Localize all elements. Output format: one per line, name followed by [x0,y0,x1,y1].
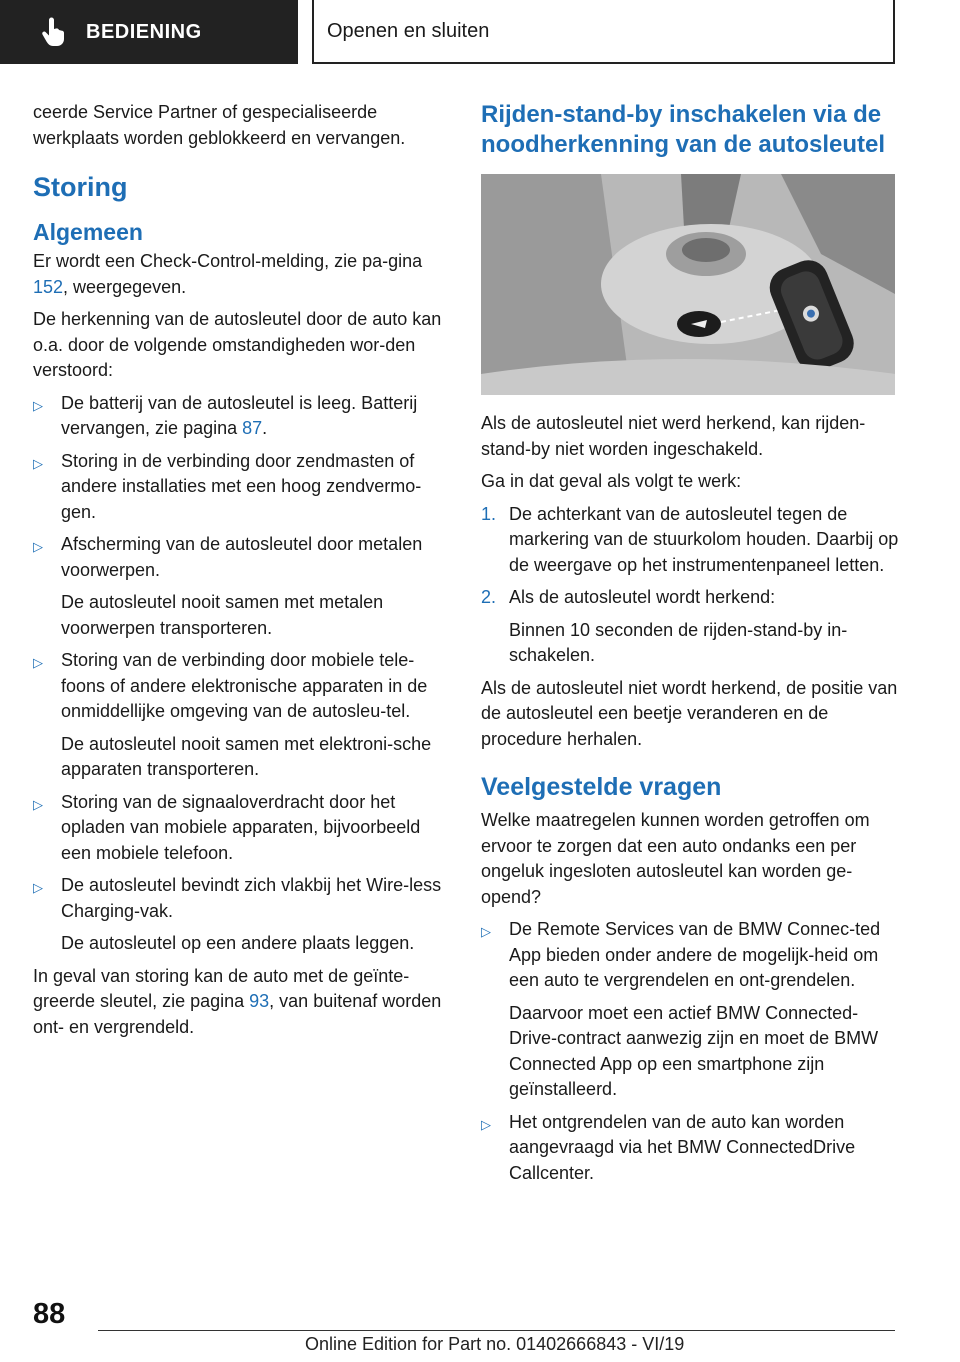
intro-text: ceerde Service Partner of gespecialiseerde werkplaats worden geblokkeerd en vervangen. [33,102,406,148]
heading-rijden-stand-by: Rijden-stand-by inschakelen via de noodherkenning van de autosleutel [481,101,886,158]
list-item [33,449,448,526]
heading-storing: Storing [33,172,128,202]
list-item-subtext: De autosleutel nooit samen met metalen voorwerpen transporteren. [61,592,384,638]
paragraph-positie: Als de autosleutel niet wordt herkend, de positie van de autosleutel een beetje veranderen en de procedure herhalen. [481,677,898,749]
triangle-bullet-icon: ▷ [33,397,43,413]
list-item-text: Het ontgrendelen van de auto kan worden aangevraagd via het BMW ConnectedDrive Callcenter. [509,1111,856,1183]
list-item [481,585,899,669]
triangle-bullet-icon: ▷ [33,880,43,895]
text: . [262,418,268,438]
list-item-text: Als de autosleutel wordt herkend: [509,587,776,607]
list-item-subtext: De autosleutel nooit samen met elektroni-sche apparaten transporteren. [61,733,432,779]
paragraph-niet-herkend: Als de autosleutel niet werd herkend, kan rijden-stand-by niet worden ingeschakeld. [481,413,866,459]
list-item [33,532,448,641]
text: In geval van storing kan de auto met de geïnte-greerde sleutel, zie pagina [33,965,410,1011]
paragraph-werkwijze: Ga in dat geval als volgt te werk: [481,471,742,491]
list-item-subtext: Binnen 10 seconden de rijden-stand-by in-schakelen. [509,619,848,665]
heading-veelgestelde-vragen: Veelgestelde vragen [481,773,722,801]
section-title: BEDIENING [86,20,202,43]
text: , van buitenaf worden ont- en vergrendeld. [33,991,442,1037]
page-link-93[interactable]: 93 [249,991,270,1011]
page-link-152[interactable]: 152 [33,276,64,297]
list-item-text: Storing in de verbinding door zendmasten of andere installaties met een hoog zendvermo-gen. [61,450,422,522]
chapter-header [312,0,895,64]
list-item [33,648,448,783]
list-item [33,790,448,867]
step-number: 2. [481,587,497,607]
triangle-bullet-icon: ▷ [33,655,43,670]
list-item [481,917,899,1103]
right-column [481,100,899,1193]
list-item [33,873,448,957]
list-item-text: Afscherming van de autosleutel door metalen voorwerpen. [61,534,423,580]
text: De batterij van de autosleutel is leeg. Batterij vervangen, zie pagina [61,392,418,438]
paragraph-check-control [33,249,448,300]
list-item [33,391,448,442]
list-item-text: De autosleutel bevindt zich vlakbij het Wire-less Charging-vak. [61,875,442,921]
list-item-subtext: Daarvoor moet een actief BMW Connected-Drive-contract aanwezig zijn en moet de BMW Connected App op een smartphone zijn geïnstalleerd. [509,1002,879,1099]
key-fob-steering-column-photo [481,174,895,395]
list-item-text: De Remote Services van de BMW Connec-ted App bieden onder andere de mogelijk-heid om een auto te vergrendelen en ont-grendelen. [509,919,881,990]
heading-algemeen: Algemeen [33,219,143,245]
list-item-text: Storing van de signaaloverdracht door het opladen van mobiele apparaten, bijvoorbeeld een mobiele telefoon. [61,791,421,863]
footer-divider [98,1330,895,1331]
list-item [481,1110,899,1187]
paragraph-storing [33,964,448,1041]
triangle-bullet-icon: ▷ [481,924,491,939]
list-item-text: Storing van de verbinding door mobiele tele-foons of andere elektronische apparaten in de onmiddellijke omgeving van de autosleu-tel. [61,650,428,721]
triangle-bullet-icon: ▷ [33,455,43,471]
chapter-title: Openen en sluiten [327,19,490,42]
list-item-subtext: De autosleutel op een andere plaats leggen. [61,933,415,953]
text: Er wordt een Check-Control-melding, zie pa-gina [33,251,423,271]
page-number: 88 [33,1298,66,1330]
section-header [0,0,298,64]
footer-text: Online Edition for Part no. 01402666843 - VI/19 [305,1334,685,1354]
list-item-text: De achterkant van de autosleutel tegen de markering van de stuurkolom houden. Daarbij op de weergave op het instrumentenpaneel letten. [509,503,899,575]
triangle-bullet-icon: ▷ [33,539,43,554]
step-number: 1. [481,503,497,524]
left-column [33,100,448,1047]
page-link-87[interactable]: 87 [242,418,263,438]
triangle-bullet-icon: ▷ [481,1116,491,1132]
list-item [481,502,899,579]
paragraph-herkenning: De herkenning van de autosleutel door de auto kan o.a. door de volgende omstandigheden wor-den verstoord: [33,309,442,380]
text: , weergegeven. [63,276,187,297]
paragraph-vraag: Welke maatregelen kunnen worden getroffen om ervoor te zorgen dat een auto ondanks een per ongeluk ingesloten autosleutel kan worden ge-opend? [481,810,870,907]
hand-pointer-icon [40,16,68,48]
triangle-bullet-icon: ▷ [33,796,43,812]
